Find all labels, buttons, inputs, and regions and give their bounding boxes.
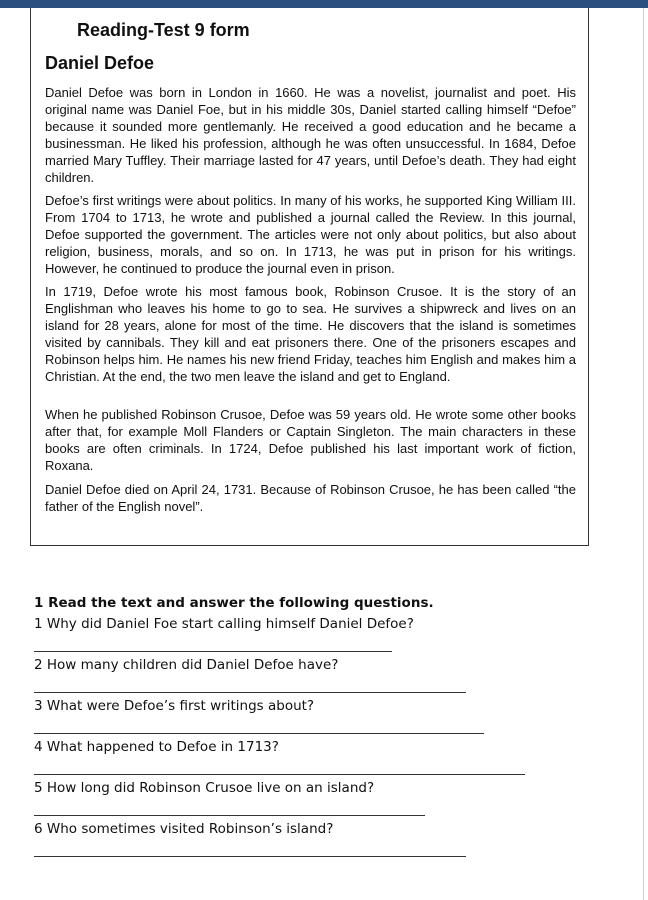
paragraph-3 [45, 283, 576, 385]
questions-heading: 1 Read the text and answer the following questions. [34, 595, 434, 611]
paragraph-2 [45, 192, 576, 277]
answer-line[interactable] [34, 815, 425, 816]
question-text: 5 How long did Robinson Crusoe live on an island? [34, 780, 375, 796]
paragraph-text: Defoe’s first writings were about politics. In many of his works, he supported King William III. From 1704 to 1713, he wrote and published a journal called the Review. In this journal, Defoe supported the government. The articles were not only about politics, but also about religion, business, morals, and so on. In 1713, he was put in prison for his writings. However, he continued to produce the journal even in prison. [45, 193, 576, 276]
question-5 [34, 779, 594, 820]
paragraph-5 [45, 481, 576, 515]
question-2 [34, 656, 594, 697]
passage-title: Daniel Defoe [45, 53, 155, 73]
page-title: Reading-Test 9 form [77, 20, 250, 40]
question-text: 2 How many children did Daniel Defoe have? [34, 657, 339, 673]
answer-line[interactable] [34, 733, 484, 734]
question-text: 4 What happened to Defoe in 1713? [34, 739, 279, 755]
question-text: 1 Why did Daniel Foe start calling himself Daniel Defoe? [34, 616, 414, 632]
paragraph-text: In 1719, Defoe wrote his most famous book, Robinson Crusoe. It is the story of an Englishman who leaves his home to go to sea. He survives a shipwreck and lives on an island for 28 years, alone for most of the time. He discovers that the island is sometimes visited by cannibals. They kill and eat prisoners there. One of the prisoners escapes and Robinson helps him. He names his new friend Friday, teaches him English and makes him a Christian. At the end, the two men leave the island and get to England. [45, 284, 576, 384]
paragraph-text: Daniel Defoe was born in London in 1660. He was a novelist, journalist and poet. His original name was Daniel Foe, but in his middle 30s, Daniel started calling himself “Defoe” because it sounded more gentlemanly. He received a good education and he became a businessman. He liked his profession, although he was often unsuccessful. In 1684, Defoe married Mary Tuffley. Their marriage lasted for 47 years, until Defoe’s death. They had eight children. [45, 85, 576, 185]
paragraph-1 [45, 84, 576, 186]
questions-section [34, 594, 594, 861]
paragraph-text: Daniel Defoe died on April 24, 1731. Because of Robinson Crusoe, he has been called “the father of the English novel”. [45, 482, 576, 514]
page-edge [643, 8, 644, 900]
question-1 [34, 615, 594, 656]
question-text: 3 What were Defoe’s first writings about? [34, 698, 315, 714]
answer-line[interactable] [34, 774, 525, 775]
paragraph-text: When he published Robinson Crusoe, Defoe was 59 years old. He wrote some other books after that, for example Moll Flanders or Captain Singleton. The main characters in these books are often criminals. In 1724, Defoe published his last important work of fiction, Roxana. [45, 407, 576, 473]
paragraph-4 [45, 406, 576, 474]
top-bar [0, 0, 648, 8]
question-text: 6 Who sometimes visited Robinson’s island? [34, 821, 334, 837]
question-3 [34, 697, 594, 738]
question-6 [34, 820, 594, 861]
answer-line[interactable] [34, 856, 466, 857]
question-4 [34, 738, 594, 779]
answer-line[interactable] [34, 651, 392, 652]
answer-line[interactable] [34, 692, 466, 693]
